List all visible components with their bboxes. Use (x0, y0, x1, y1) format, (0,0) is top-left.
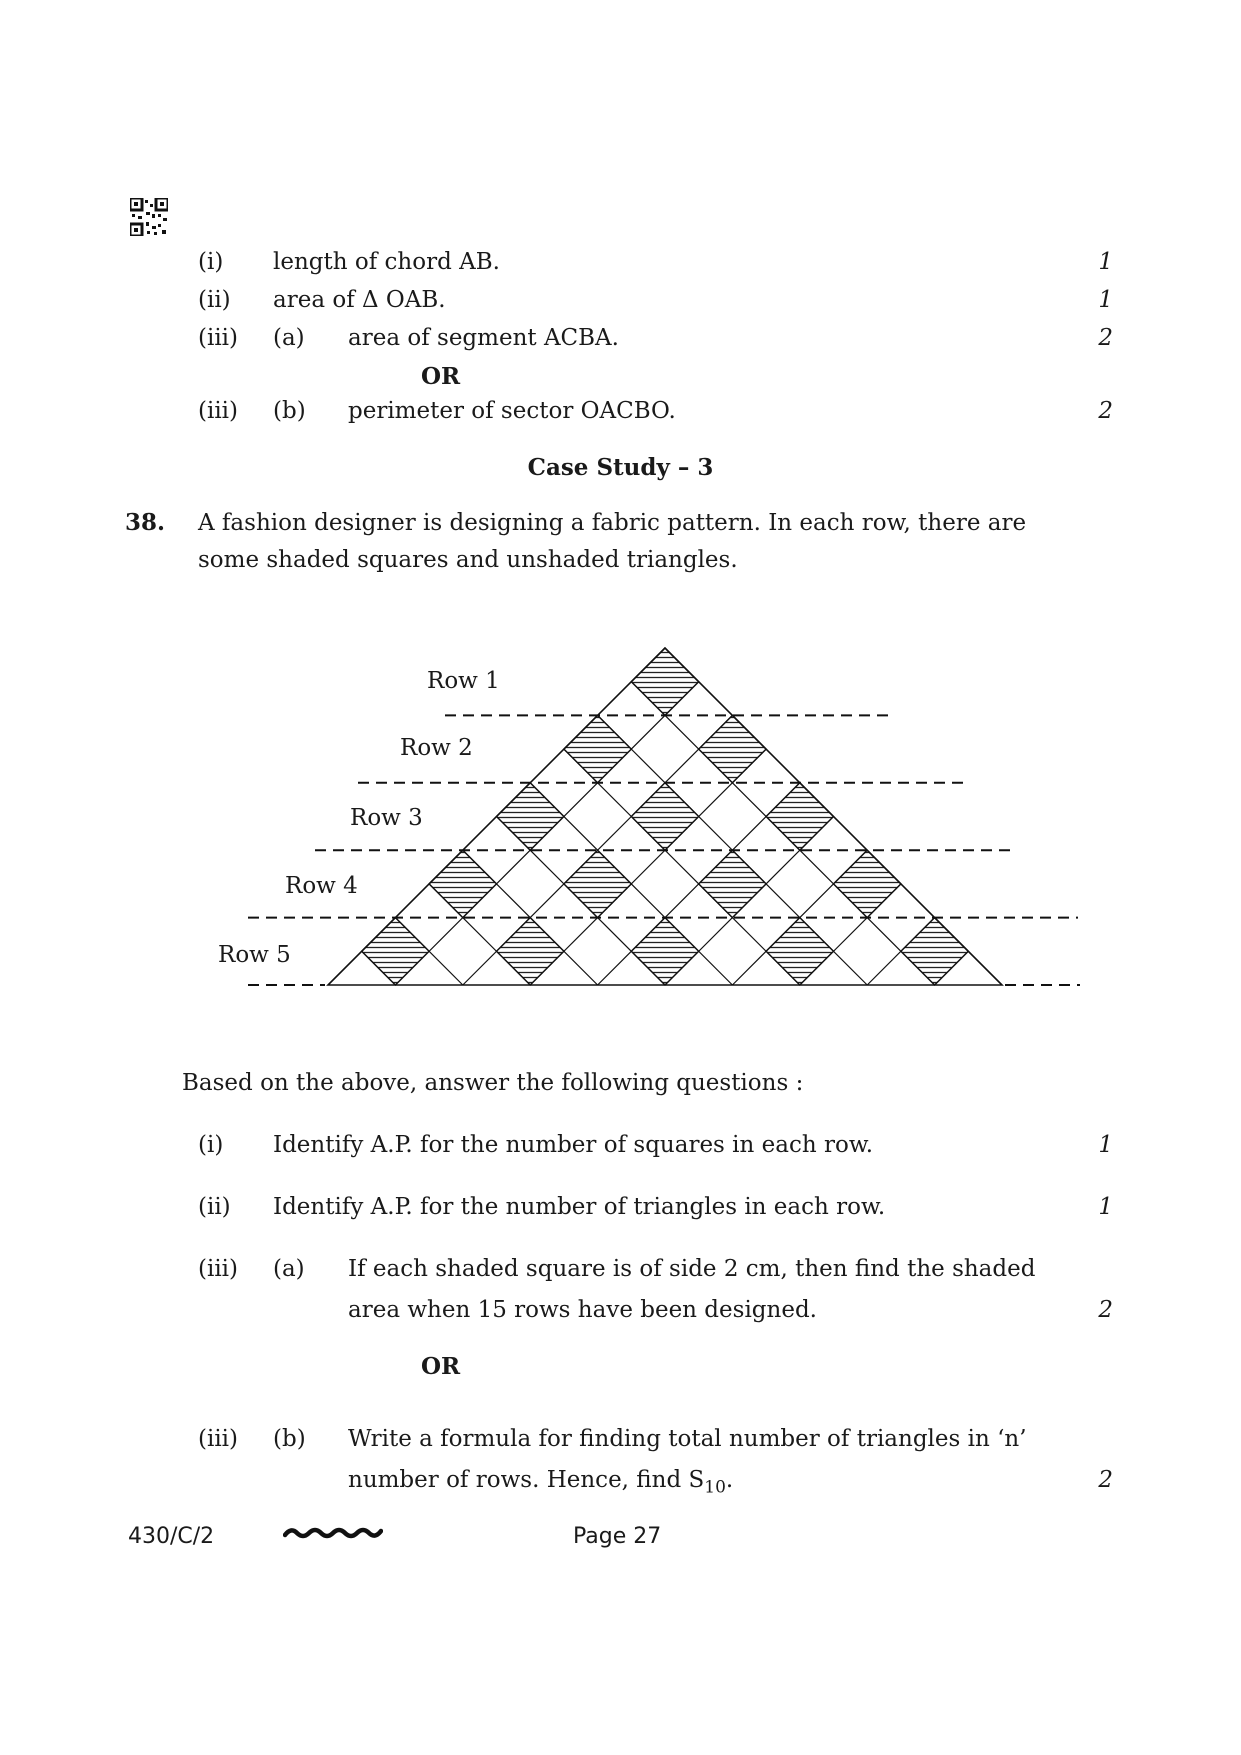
or-label: OR (421, 363, 461, 390)
marks: 1 (1098, 1194, 1113, 1220)
marks: 2 (1098, 398, 1113, 424)
case-study-title: Case Study – 3 (527, 454, 714, 481)
row-label: Row 3 (350, 805, 423, 831)
marks: 1 (1098, 287, 1113, 313)
row-label: Row 2 (400, 735, 473, 761)
part-text: Identify A.P. for the number of squares in each row. (273, 1132, 874, 1158)
shaded-square (497, 918, 564, 985)
shaded-square (699, 715, 766, 782)
part-number: (iii) (198, 325, 239, 351)
shaded-square (834, 850, 901, 917)
shaded-square (631, 783, 698, 850)
part-number: (iii) (198, 1256, 239, 1282)
shaded-square (901, 918, 968, 985)
marks: 2 (1098, 325, 1113, 351)
part-number: (iii) (198, 398, 239, 424)
part-text: length of chord AB. (273, 249, 500, 275)
shaded-square (497, 783, 564, 850)
part-text: area of Δ OAB. (273, 287, 446, 313)
marks: 1 (1098, 249, 1113, 275)
shaded-square (699, 850, 766, 917)
shaded-square (766, 783, 833, 850)
tilde-decoration-icon (283, 1521, 383, 1549)
part-text-line-1: Write a formula for finding total number of triangles in ‘n’ (348, 1426, 1027, 1452)
part-number: (i) (198, 1132, 224, 1158)
page-number: Page 27 (573, 1524, 662, 1549)
row-label: Row 1 (427, 668, 500, 694)
part-text-line-2: area when 15 rows have been designed. (348, 1297, 817, 1323)
shaded-square (564, 850, 631, 917)
shaded-squares (362, 648, 969, 985)
row-label: Row 5 (218, 942, 291, 968)
shaded-square (429, 850, 496, 917)
part-number: (i) (198, 249, 224, 275)
part-text-line-2 (348, 1465, 733, 1503)
question-number: 38. (125, 509, 166, 536)
shaded-square (362, 918, 429, 985)
part-text-main: number of rows. Hence, find S (348, 1467, 705, 1493)
sub-part-label: (a) (273, 325, 305, 351)
part-number: (ii) (198, 1194, 231, 1220)
part-text-line-1: If each shaded square is of side 2 cm, then find the shaded (348, 1256, 1036, 1282)
shaded-square (631, 648, 698, 715)
paper-code: 430/C/2 (128, 1524, 215, 1549)
sub-part-label: (b) (273, 1426, 306, 1452)
marks: 1 (1098, 1132, 1113, 1158)
part-text: Identify A.P. for the number of triangles in each row. (273, 1194, 886, 1220)
marks: 2 (1098, 1467, 1113, 1493)
sub-part-label: (a) (273, 1256, 305, 1282)
sub-part-label: (b) (273, 398, 306, 424)
or-label: OR (421, 1353, 461, 1380)
shaded-square (564, 715, 631, 782)
question-text-line-1: A fashion designer is designing a fabric pattern. In each row, there are (198, 510, 1027, 536)
part-number: (ii) (198, 287, 231, 313)
subscript: 10 (704, 1477, 726, 1498)
instruction-text: Based on the above, answer the following questions : (182, 1070, 804, 1096)
part-text: area of segment ACBA. (348, 325, 619, 351)
row-label: Row 4 (285, 873, 358, 899)
marks: 2 (1098, 1297, 1113, 1323)
shaded-square (631, 918, 698, 985)
part-number: (iii) (198, 1426, 239, 1452)
part-text: perimeter of sector OACBO. (348, 398, 676, 424)
shaded-square (766, 918, 833, 985)
part-text-trail: . (725, 1467, 734, 1493)
question-text-line-2: some shaded squares and unshaded triangles. (198, 547, 738, 573)
